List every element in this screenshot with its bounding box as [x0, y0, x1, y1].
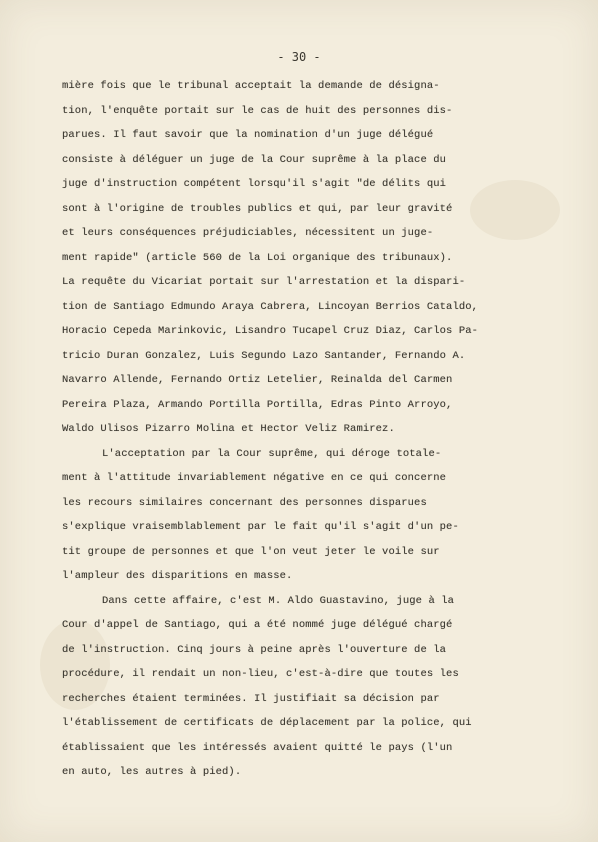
text-line: et leurs conséquences préjudiciables, nécessitent un juge-	[62, 227, 434, 239]
text-line: tit groupe de personnes et que l'on veut jeter le voile sur	[62, 545, 440, 558]
text-line: ment rapide" (article 560 de la Loi organique des tribunaux).	[62, 251, 453, 264]
text-line: consiste à déléguer un juge de la Cour suprême à la place du	[62, 153, 447, 166]
text-line: tricio Duran Gonzalez, Luis Segundo Lazo Santander, Fernando A.	[62, 349, 466, 362]
text-line: tion de Santiago Edmundo Araya Cabrera, Lincoyan Berrios Cataldo,	[62, 300, 479, 313]
page-number: - 30 -	[277, 50, 321, 64]
text-line: Dans cette affaire, c'est M. Aldo Guastavino, juge à la	[102, 594, 455, 607]
text-line: sont à l'origine de troubles publics et qui, par leur gravité	[62, 202, 453, 215]
text-line: les recours similaires concernant des personnes disparues	[62, 496, 427, 509]
text-line: l'ampleur des disparitions en masse.	[62, 570, 293, 582]
text-line: tion, l'enquête portait sur le cas de huit des personnes dis-	[62, 104, 453, 117]
text-line: Horacio Cepeda Marinkovic, Lisandro Tucapel Cruz Diaz, Carlos Pa-	[62, 325, 479, 337]
text-line: Pereira Plaza, Armando Portilla Portilla, Edras Pinto Arroyo,	[62, 398, 453, 411]
text-line: Navarro Allende, Fernando Ortiz Letelier, Reinalda del Carmen	[62, 374, 453, 386]
text-line: mière fois que le tribunal acceptait la demande de désigna-	[62, 80, 440, 92]
text-line: Waldo Ulisos Pizarro Molina et Hector Veliz Ramirez.	[62, 423, 395, 435]
paper-stain	[470, 180, 560, 240]
text-line: recherches étaient terminées. Il justifiait sa décision par	[62, 692, 440, 705]
text-line: l'établissement de certificats de déplacement par la police, qui	[62, 717, 472, 729]
text-line: L'acceptation par la Cour suprême, qui déroge totale-	[102, 447, 442, 460]
text-line: La requête du Vicariat portait sur l'arrestation et la dispari-	[62, 276, 466, 288]
text-line: en auto, les autres à pied).	[62, 766, 242, 778]
text-line: établissaient que les intéressés avaient quitté le pays (l'un	[62, 741, 453, 754]
text-line: Cour d'appel de Santiago, qui a été nommé juge délégué chargé	[62, 619, 453, 631]
text-line: juge d'instruction compétent lorsqu'il s'agit "de délits qui	[62, 178, 447, 190]
text-line: de l'instruction. Cinq jours à peine après l'ouverture de la	[62, 643, 447, 656]
text-line: ment à l'attitude invariablement négative en ce qui concerne	[62, 472, 447, 484]
text-line: procédure, il rendait un non-lieu, c'est-à-dire que toutes les	[62, 668, 459, 680]
text-line: parues. Il faut savoir que la nomination d'un juge délégué	[62, 129, 434, 141]
text-line: s'explique vraisemblablement par le fait qu'il s'agit d'un pe-	[62, 521, 459, 533]
